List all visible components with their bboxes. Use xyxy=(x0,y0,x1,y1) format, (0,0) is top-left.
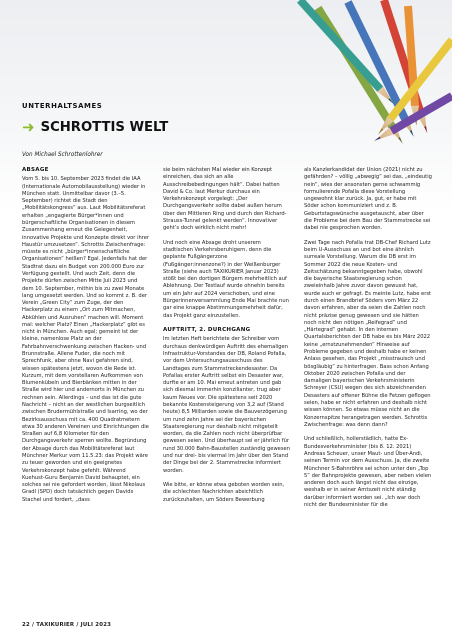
article-column-3 xyxy=(304,167,432,516)
footer-separator: / xyxy=(31,622,37,628)
page-title-text: SCHROTTIS WELT xyxy=(40,119,169,135)
paragraph: Wie bitte, er könne etwa geboten worden sein, die schlechten Nachrichten absichtlich zurückzuhalten, um Söders Bewerbung xyxy=(163,482,285,503)
article-column-1 xyxy=(22,167,150,511)
article-column-2 xyxy=(163,167,291,511)
page-number: 22 xyxy=(22,622,30,628)
paragraph: Zwei Tage nach Pofalla trat DB-Chef Richard Lutz beim U-Ausschuss an und bot eine ähnlich surreale Vorstellung. Warum die DB erst im Sommer 2022 die neue Kosten- und Zeitschätzung bekanntgegeben habe, obwohl die bayerische Staatsregierung schon zweieinhalb Jahre zuvor davon gewusst hat, wurde auch er gefragt. Es meinte Lutz, habe erst durch einen Brandbrief Söders vom März 22 davon erfahren, aber da seien die Zahlen noch nicht präzise genug gewesen und sie hätten noch nicht den nötigen „Reifegrad“ und „Härtegrad“ gehabt. In den internen Quartalsberichten der DB habe es bis März 2022 keine „ernstzunehmenden“ Hinweise auf Probleme gegeben und deshalb habe er keinen Anlass gesehen, das Projekt „misstrauisch und bösgläubig“ zu hinterfragen. Bass schon Anfang Oktober 2020 zwischen Pofalla und der damaligen bayerischen Verkehrsministerin Schreyer (CSU) wegen des sich abzeichnenden Desasters auf offener Bühne die Fetzen geflogen seien, habe er nicht erfahren und deshalb nicht wissen können. So etwas müsse nicht an die Konzernspitze herangetragen werden. Schrottis Zwischenfrage: was denn dann? xyxy=(304,239,432,428)
magazine-name: TAXIKURIER xyxy=(36,622,75,628)
paragraph: Vom 5. bis 10. September 2023 findet die IAA (Internationale Automobilausstellung) wieder in München statt. Unmittelbar davor (3.–5. September) richtet die Stadt den „Mobilitätskongress“ aus. Laut Mobilitätsreferat erhalten „engagierte Bürger*innen und bürgerschaftliche Organisationen in diesem Zusammenhang erneut die Gelegenheit, innovative Projekte und Konzepte direkt vor ihrer Haustür umzusetzen“. Schrottis Zwischenfrage: müsste es nicht „bürger*innenschaftliche Organisationen“ heißen? Egal. Jedenfalls hat der Stadtrat dazu ein Budget von 200.000 Euro zur Verfügung gestellt. Und auch Zeit, denn die Projekte dürfen zwischen Mitte Juli 2023 und dem 10. September, mithin bis zu zwei Monate lang umgesetzt werden. Und so kommt z. B. der Verein „Green City“ zum Zuge, der den Hackerplatz zu einem „Ort zum Mitmachen, Abkühlen und Ausruhen“ machen will. Moment mal: welcher Platz? Einen „Hackerplatz“ gibt es nicht in München. Auch egal; gemeint ist der kleine, namenlose Platz an der Fahrbahnverschwenkung zwischen Hacken- und Brunnstraße. Allene Fuder, die noch mit Sprechfunk, aber ohne Navi gefahren sind, wissen spätestens jetzt, wovon die Rede ist. Kurzum, mit dem vorstellaren Aufkommen von Blumenkübeln und Bierbänken mitten in der Straße wird hier und andernorts in München zu rechnen sein. Allerdings – und das ist die gute Nachricht – nicht an der westlichen burgseitlich zwischen Brudermühlstraße und Isarring, wo der Bezirksausschuss mit ca. 400 Quadratmetern etwa 30 anderen Vereinen und Einrichtungen die Straßen auf 6,8 Kilometer für den Durchgangsverkehr sperren wollte. Begründung der Absage durch das Mobilitätsreferat laut Münchner Merkur vom 11.5.23: das Projekt wäre zu teuer geworden und ein geeignetes Verkehrskonzept habe gefehlt. Während Kuehust-Guru Benjamin David behauptet, ein solches sei nie gefordert worden, lässt Nikolaus Gradl (SPD) doch tatsächlich gegen Davids Stachel und fordert, „dass xyxy=(22,176,150,503)
page-title xyxy=(22,118,168,136)
paragraph: Und schließlich, hollerstädlich, hatte Ex-Bundesverkehrsminister (bis 8. 12. 2021) Andreas Scheuer, unser Maut- und Über-Andi, seinen Termin vor dem Ausschuss. Ja, die zweite Münchner S-Bahnröhre sei schon unter den „Top 5“ der Bahnprojekte gewesen, aber neben vielen anderen doch auch längst nicht das einzige, weshalb er in seiner Amtszeit nicht ständig darüber informiert worden sei. „Ich war doch nicht der Bundesminister für die xyxy=(304,436,432,508)
author-byline: Von Michael Schrottenlohrer xyxy=(22,152,103,158)
page-footer xyxy=(22,622,111,628)
section-heading-absage: ABSAGE xyxy=(22,167,49,173)
right-arrow-icon: ➜ xyxy=(22,118,35,136)
section-heading-auftritt: AUFTRITT, 2. DURCHGANG xyxy=(163,327,251,334)
section-rubric: UNTERHALTSAMES xyxy=(22,102,103,110)
paragraph: als Kanzlerkandidat der Union (2021) nicht zu gefährden? – völlig „abwegig“ sei das, „eindeutig nein“, wies der ansonsten gerne schwammig formulierende Pofalla diese Vorstellung ungewohnt klar zurück. Ja, gut, er habe mit Söder schon kommuniziert und z. B. Geburtstagswünsche ausgetauscht, aber über die Probleme bei dem Bau der Stammstrecke sei dabei nie gesprochen worden. xyxy=(304,167,432,232)
paragraph: sie beim nächsten Mal wieder ein Konzept einreichen, das sich an alle Ausschreibebedingungen hält“. Dabei hatten David & Co. laut Merkur durchaus ein Verkehrskonzept vorgelegt: „Der Durchgangsverkehr sollte dabei außen herum über den Mittleren Ring und durch den Richard-Strauss-Tunnel gelenkt werden“. Innovativer geht’s doch wirklich nicht mehr! xyxy=(163,167,287,232)
paragraph: Und noch eine Absage droht unserem stadtischen Verkehrsberuhigern, denn die geplante Fußgängerzone (Fußgänger:innenzone?) in der Weißenburger Straße (siehe auch TAXIKURIER Januar 2023) stößt bei den dortigen Bürgern mehrheitlich auf Ablehnung. Der Testlauf wurde ohnehin bereits um ein Jahr auf 2024 verschoben, und eine Bürgerinnenversammlung Ende Mai brachte nun gar eine knappe Abstimmungsmehrheit dafür, das Projekt ganz einzustellen. xyxy=(163,239,289,319)
issue-date: JULI 2023 xyxy=(80,622,112,628)
paragraph: Im letzten Heft berichtete der Schreiber vom durchaus denkwürdigen Auftritt des ehemaligen Infrastruktur-Vorstandes der DB, Roland Pofalla, vor dem Untersuchungsausschuss des Landtages zum Stammstreckendesaster. Da Pofallas erster Auftritt selbst ein Desaster war, durfte er am 10. Mai erneut antreten und gab sich diesmal immerhin konzilianter, trug aber kaum Neues vor. Die spätestens seit 2020 bekannte Kostensteigerung von 3,2 auf (Stand heute) 8,5 Milliarden sowie die Bauverzögerung um rund zehn Jahre sei der bayerischen Staatsregierung nur deshalb nicht mitgeteilt worden, da die Zahlen noch nicht überprüfbar gewesen seien. Und überhaupt sei er jährlich für rund 30.000 Bahn-Baustellen zuständig gewesen und nur drei- bis viermal im Jahr über den Stand der Dinge bei der 2. Stammstrecke informiert worden. xyxy=(163,336,291,474)
footer-separator: / xyxy=(76,622,81,628)
